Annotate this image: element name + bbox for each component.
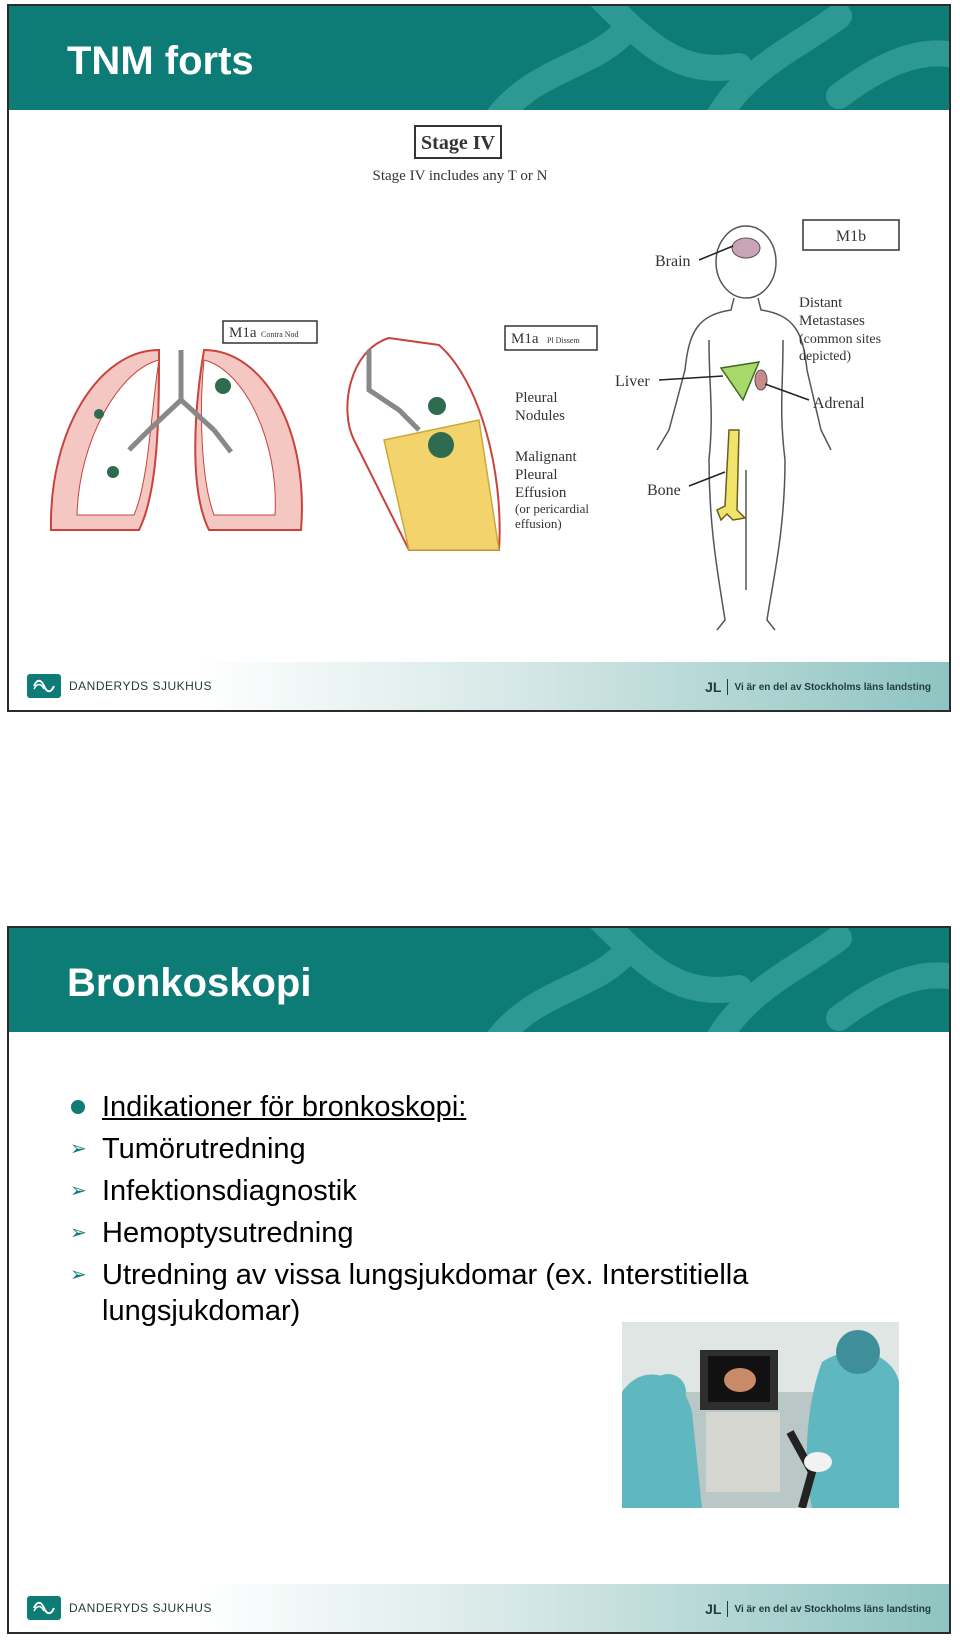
arrowhead-icon: ➢ [70, 1264, 87, 1286]
slide-footer [9, 1584, 949, 1632]
arrowhead-icon: ➢ [70, 1222, 87, 1244]
hospital-logo [27, 674, 212, 698]
sub-bullet: ➢ Utredning av vissa lungsjukdomar (ex. Interstitiella lungsjukdomar) [69, 1254, 899, 1329]
bullet-list [69, 1086, 899, 1329]
header-swirl-decoration [479, 6, 949, 110]
slide-title: Bronkoskopi [67, 961, 312, 1005]
m1a-pl-label: M1a [511, 331, 539, 347]
contralateral-lungs-illustration [51, 350, 302, 530]
slide-footer [9, 662, 949, 710]
liver-icon [721, 362, 759, 400]
bronchoscopy-photo [622, 1322, 899, 1508]
sub-bullet: ➢ Tumörutredning [69, 1128, 899, 1170]
slide-tnm-forts [7, 4, 951, 712]
landsting-text: Vi är en del av Stockholms läns landsting [734, 1603, 931, 1615]
nodule-icon [428, 432, 454, 458]
bullet-main: Indikationer för bronkoskopi: [69, 1086, 899, 1128]
m1b-label: M1b [835, 228, 867, 245]
m1a-contra-sub: Contra Nod [261, 330, 299, 339]
hospital-name: DANDERYDS SJUKHUS [69, 1601, 212, 1615]
danderyd-logo-icon [27, 1596, 61, 1620]
m1a-contra-label: M1a [229, 325, 257, 341]
distant-line2: Metastases [799, 313, 865, 329]
nodule-icon [428, 397, 446, 415]
malignant-line5: effusion) [515, 516, 562, 531]
brain-icon [732, 238, 760, 258]
sub-bullet: ➢ Hemoptysutredning [69, 1212, 899, 1254]
malignant-line3: Effusion [515, 485, 567, 501]
distant-line4: depicted) [799, 349, 852, 364]
body-metastases-illustration [657, 226, 831, 630]
malignant-line4: (or pericardial [515, 501, 589, 516]
bone-icon [717, 430, 745, 520]
slide-title: TNM forts [67, 39, 254, 83]
landsting-text: Vi är en del av Stockholms läns landsting [734, 681, 931, 693]
landsting-logo [705, 679, 931, 695]
pleural-nodules-line2: Nodules [515, 408, 565, 424]
arrowhead-icon: ➢ [70, 1138, 87, 1160]
landsting-mark: JL [705, 679, 728, 695]
slide-header [9, 928, 949, 1032]
nurse-figure [807, 1352, 899, 1508]
tnm-stage-iv-figure [9, 110, 949, 666]
malignant-line1: Malignant [515, 449, 577, 465]
stage-caption: Stage IV includes any T or N [372, 168, 548, 184]
liver-label: Liver [615, 373, 650, 390]
landsting-logo [705, 1601, 931, 1617]
stage-title: Stage IV [421, 132, 495, 154]
brain-label: Brain [655, 253, 691, 270]
slide-header [9, 6, 949, 110]
danderyd-logo-icon [27, 674, 61, 698]
pleural-nodules-line1: Pleural [515, 390, 558, 406]
adrenal-label: Adrenal [813, 395, 865, 412]
slide-bronkoskopi [7, 926, 951, 1634]
nodule-icon [107, 466, 119, 478]
landsting-mark: JL [705, 1601, 728, 1617]
bone-label: Bone [647, 482, 681, 499]
bullet-dot-icon [71, 1100, 85, 1114]
arrowhead-icon: ➢ [70, 1180, 87, 1202]
distant-line1: Distant [799, 295, 843, 311]
sub-bullet: ➢ Infektionsdiagnostik [69, 1170, 899, 1212]
header-swirl-decoration [479, 928, 949, 1032]
hospital-name: DANDERYDS SJUKHUS [69, 679, 212, 693]
distant-line3: (common sites [799, 332, 882, 347]
malignant-line2: Pleural [515, 467, 558, 483]
hospital-logo [27, 1596, 212, 1620]
pleural-effusion-lung-illustration [347, 338, 499, 550]
m1a-pl-sub: Pl Dissem [547, 336, 580, 345]
nodule-icon [215, 378, 231, 394]
nodule-icon [94, 409, 104, 419]
adrenal-icon [755, 370, 767, 390]
